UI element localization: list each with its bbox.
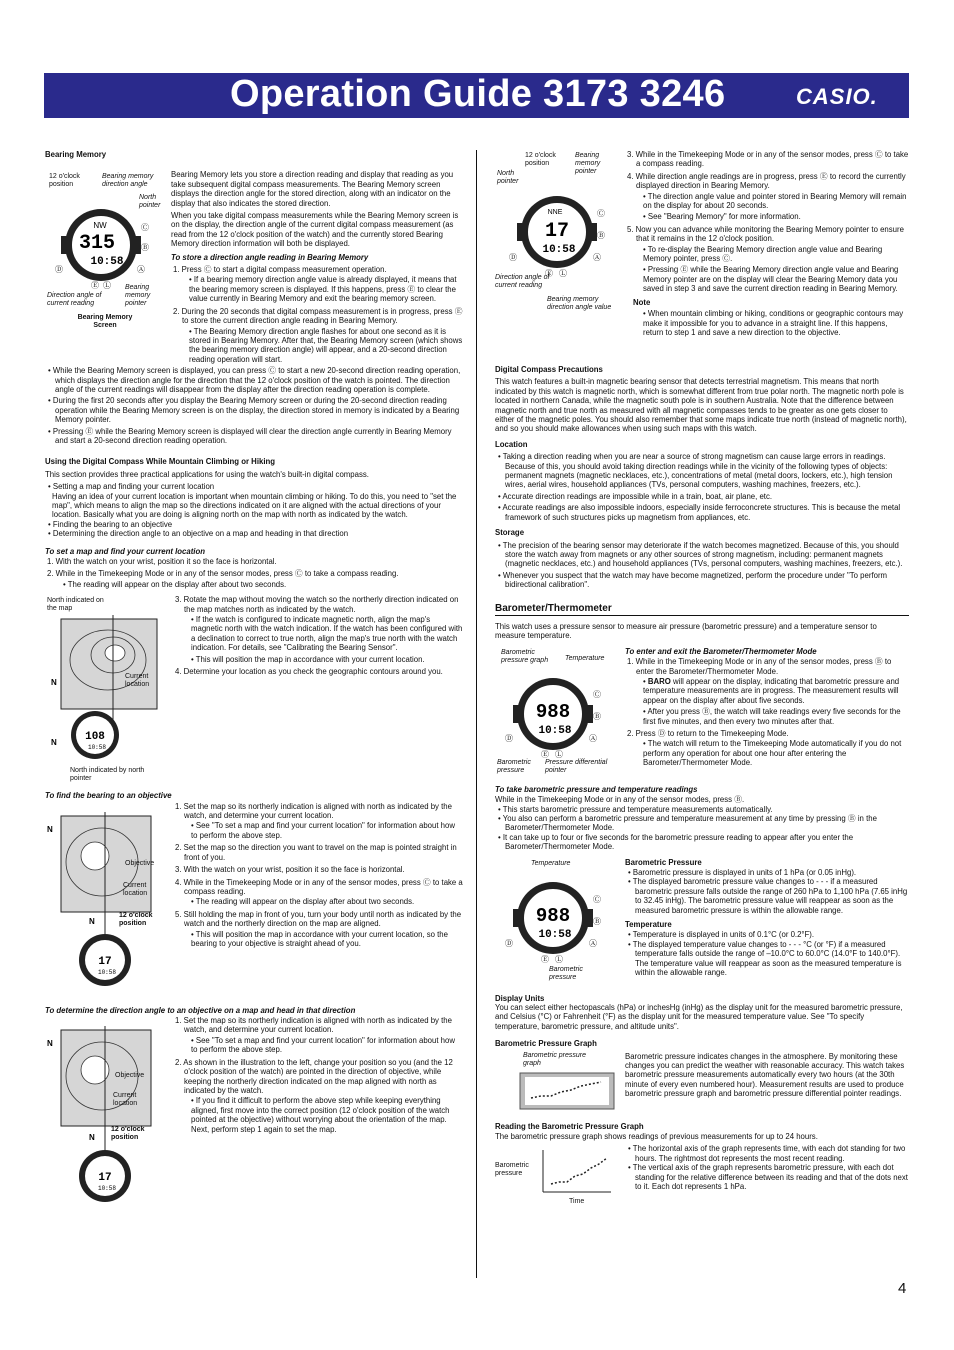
svg-text:17: 17 bbox=[98, 1172, 112, 1185]
svg-text:17: 17 bbox=[544, 220, 570, 243]
map-objective-icon bbox=[47, 812, 157, 1002]
barometer-figure-2: Temperature 988 10:58 Ⓒ Ⓑ Ⓐ Ⓓ Ⓔ Ⓛ Barometric pressure bbox=[495, 858, 619, 992]
svg-text:N: N bbox=[89, 1133, 95, 1143]
svg-text:Ⓒ: Ⓒ bbox=[597, 209, 605, 218]
svg-text:10:58: 10:58 bbox=[90, 256, 124, 269]
svg-text:108: 108 bbox=[85, 731, 105, 744]
svg-text:N: N bbox=[47, 1039, 53, 1049]
pressure-graph-axes-icon bbox=[539, 1148, 615, 1198]
svg-text:Ⓛ: Ⓛ bbox=[103, 281, 111, 291]
svg-text:Ⓔ: Ⓔ bbox=[91, 281, 99, 291]
svg-text:Ⓐ: Ⓐ bbox=[593, 253, 601, 262]
svg-text:N: N bbox=[51, 678, 57, 688]
barometer-figure-1: Barometric pressure graph Temperature 988 10:58 Ⓒ Ⓑ Ⓐ Ⓓ Ⓔ Ⓛ Barometric pressure Pressure differential pointer bbox=[497, 648, 608, 774]
svg-text:10:58: 10:58 bbox=[538, 724, 572, 737]
column-divider bbox=[476, 150, 477, 1278]
svg-text:Ⓓ: Ⓓ bbox=[505, 733, 513, 743]
svg-text:Ⓔ: Ⓔ bbox=[541, 749, 549, 759]
bearing-memory-figure: 12 o'clock position Bearing memory direction angle North pointer NW 315 10:58 Ⓒ Ⓑ Ⓐ Ⓓ Ⓔ Ⓛ Direction angle of current reading Bearing memory pointer Bearing Memory Screen bbox=[47, 173, 161, 330]
bearing-memory-figure-2: 12 o'clock position Bearing memory pointer North pointer NNE 17 10:58 Ⓒ Ⓑ Ⓐ Ⓓ Ⓔ Ⓛ Direction angle of current reading Bearing memory direction angle value bbox=[495, 152, 612, 311]
pressure-graph-figure: Barometric pressure graph bbox=[495, 1052, 619, 1116]
map-direction-icon bbox=[47, 1026, 157, 1216]
svg-text:Ⓐ: Ⓐ bbox=[137, 265, 145, 275]
svg-text:NW: NW bbox=[93, 221, 107, 231]
svg-text:Ⓒ: Ⓒ bbox=[593, 689, 601, 699]
svg-text:17: 17 bbox=[98, 955, 112, 968]
watch-face-icon-2 bbox=[509, 186, 609, 278]
svg-text:Ⓓ: Ⓓ bbox=[55, 265, 63, 275]
mountain-heading: Using the Digital Compass While Mountain Climbing or Hiking bbox=[45, 457, 276, 467]
svg-text:Ⓐ: Ⓐ bbox=[589, 733, 597, 743]
map-figure-b: 17 10:58 N N Objective Current location 12 o'clock position bbox=[45, 802, 167, 1002]
svg-text:10:58: 10:58 bbox=[542, 244, 576, 256]
svg-text:Ⓓ: Ⓓ bbox=[509, 253, 517, 262]
casio-logo: CASIO. bbox=[796, 84, 878, 109]
watch-face-icon-4 bbox=[505, 872, 605, 964]
right-column: 12 o'clock position Bearing memory pointer North pointer NNE 17 10:58 Ⓒ Ⓑ Ⓐ Ⓓ Ⓔ Ⓛ Direction angle of current reading Bearing memory direction angle value 3. While in the Timekeeping Mode or in any of the sensor modes, press Ⓒ to take a compass reading. 4. While direction angle readings are in progress, press Ⓔ to record the currently displayed direction in Bearing Memory. • The direction angle value and pointer stored in Bearing Memory will remain on the display for about 20 seconds. • See "Bearing Memory" for more information. 5. Now you can advance while monitoring the Bearing Memory pointer to ensure that it remains in the 12 o'clock position. • To re-display the Bearing Memory direction angle value and Bearing Memory pointer, press Ⓒ. • Pressing Ⓔ while the Bearing Memory direction angle value and Bearing Memory pointer are on the display will clear the Bearing Memory data you saved in step 3 and save the current direction reading in Bearing Memory. Note • When mountain climbing or hiking, conditions or geographic contours may make it impossible for you to advance in a straight line. If this happens, return to step 1 and save a new direction to the objective. Digital Compass Precautions This watch features a built-in magnetic bearing sensor that detects terrestrial magnetism. This means that north indicated by this watch is magnetic north, which is somewhat different from true polar north. The magnetic north pole is located in northern Canada, while the magnetic south pole is in southern Australia. Note that the difference between magnetic north and true north as measured with all magnetic compasses tends to be greater as one gets closer to either of the magnetic poles. You should also remember that some maps indicate true north (instead of magnetic north), and so you should make allowances when using such maps with this watch. Location • Taking a direction reading when you are near a source of strong magnetism can cause large errors in readings. Because of this, you should avoid taking direction readings while in the vicinity of the following types of objects: permanent magnets (magnetic necklaces, etc.), concentrations of metal (metal doors, lockers, etc.), high tension wires, aerial wires, household appliances (TVs, personal computers, washing machines, freezers, etc.). • Accurate direction readings are impossible while in a train, boat, air plane, etc. • Accurate readings are also impossible indoors, especially inside ferroconcrete structures. This is because the metal framework of such structures picks up magnetism from appliances, etc. Storage • The precision of the bearing sensor may deteriorate if the watch becomes magnetized. Because of this, you should store the watch away from magnets or any other sources of strong magnetism, including: permanent magnets (magnetic necklaces, etc.) and household appliances (TVs, personal computers, washing machines, freezers, etc.). • Whenever you suspect that the watch may have become magnetized, perform the procedure under "To perform bidirectional calibration". Barometer/Thermometer This watch uses a pressure sensor to measure air pressure (barometric pressure) and a temperature sensor to measure temperature. Barometric pressure graph Temperature 988 10:58 Ⓒ Ⓑ Ⓐ Ⓓ Ⓔ Ⓛ Barometric pressure Pressure differential pointer To enter and exit the Barometer/Thermometer Mode 1. While in the Timekeeping Mode or in any of the sensor modes, press Ⓑ to enter the Barometer/Thermometer Mode. • BARO will appear on the display, indicating that barometric pressure and temperature measurements are in progress. The measurement results will appear on the display after about five seconds. • After you press Ⓑ, the watch will take readings every five seconds for the first five minutes, and then every two minutes after that. 2. Press Ⓓ to return to the Timekeeping Mode. • The watch will return to the Timekeeping Mode automatically if you do not perform any operation for about one hour after entering the Barometer/Thermometer Mode. To take barometric pressure and temperature readings While in the Timekeeping Mode or in any of the sensor modes, press Ⓑ. • This starts barometric pressure and temperature measurements automatically. • You also can perform a barometric pressure and temperature measurement at any time by pressing Ⓑ in the Barometer/Thermometer Mode. • It can take up to four or five seconds for the barometric pressure reading to appear after you enter the Barometer/Thermometer Mode. Temperature 988 10:58 Ⓒ Ⓑ Ⓐ Ⓓ Ⓔ Ⓛ Barometric pressure Barometric Pressure • Barometric pressure is displayed in units of 1 hPa (or 0.05 inHg). • The displayed barometric pressure value changes to - - - if a measured barometric pressure falls outside the range of 260 hPa to 1,100 hPa (7.65 inHg to 32.45 inHg). The barometric pressure value will reappear as soon as the measured barometric pressure is within the allowable range. Temperature • Temperature is displayed in units of 0.1°C (or 0.2°F). • The displayed temperature value changes to - - - °C (or °F) if a measured temperature falls outside the range of –10.0°C to 60.0°C (14.0°F to 140.0°F). The temperature value will reappear as soon as the measured temperature is within the allowable range. Display Units You can select either hectopascals (hPa) or inchesHg (inHg) as the display unit for the measured barometric pressure, and Celsius (°C) or Fahrenheit (°F) as the display unit for the measured temperature value. See "To specify temperature, barometric pressure, and altitude units". Barometric Pressure Graph Barometric pressure graph Barometric pressure indicates changes in the atmosphere. By monitoring these changes you can predict the weather with reasonable accuracy. This watch takes barometric pressure measurements automatically every two hours (at the 30th minute of every even numbered hour). Measurement results are used to produce barometric pressure graph and barometric pressure differential pointer readings. Reading the Barometric Pressure Graph The barometric pressure graph shows readings of previous measurements for up to 24 hours. Barometric pressure Time • The horizontal axis of the graph represents time, with each dot standing for two hours. The rightmost dot represents the most recent reading. • The vertical axis of the graph represents barometric pressure, with each dot standing for the relative difference between its reading and that of the dots next to it. Each dot represents 1 hPa. bbox=[495, 150, 909, 1208]
page-number: 4 bbox=[898, 1280, 907, 1297]
svg-text:10:58: 10:58 bbox=[97, 1185, 117, 1193]
left-column: Bearing Memory 12 o'clock position Bearing memory direction angle North pointer NW 315 10:58 Ⓒ Ⓑ Ⓐ Ⓓ Ⓔ Ⓛ Direction angle of current reading Bearing memory pointer Bearing Memory Screen Bearing Memory lets you store a direction reading and display that reading as you take subsequent digital compass measurements. The Bearing Memory screen displays the direction angle for the stored direction, along with an indicator on the display that also indicates the stored direction. When you take digital compass measurements while the Bearing Memory screen is on the display, the direction angle of the current digital compass measurement (as read from the 12 o'clock position of the watch) and the currently stored Bearing Memory direction information will both be displayed. To store a direction angle reading in Bearing Memory 1. Press Ⓒ to start a digital compass measurement operation. • If a bearing memory direction angle value is already displayed, it means that the bearing memory screen is displayed. If this happens, press Ⓔ to clear the value currently in Bearing Memory and exit the bearing memory screen. 2. During the 20 seconds that digital compass measurement is in progress, press Ⓔ to store the current direction angle reading in Bearing Memory. • The Bearing Memory direction angle flashes for about one second as it is stored in Bearing Memory. After that, the Bearing Memory screen (which shows the bearing memory direction angle) will appear, and a 20-second direction reading operation will start. • While the Bearing Memory screen is displayed, you can press Ⓒ to start a new 20-second direction reading operation, which displays the direction angle for the direction that the 12 o'clock position of the watch is pointed. The direction angle of the current readings will disappear from the display after the direction reading operation is complete. • During the first 20 seconds after you display the Bearing Memory screen or during the 20-second direction reading operation while the Bearing Memory screen is on the display, the direction stored in memory is indicated by a Bearing Memory pointer. • Pressing Ⓔ while the Bearing Memory screen is displayed will clear the direction angle currently in Bearing Memory and start a 20-second direction reading operation. Using the Digital Compass While Mountain Climbing or Hiking This section provides three practical applications for using the watch's built-in digital compass. • Setting a map and finding your current location Having an idea of your current location is important when mountain climbing or hiking. To do this, you need to "set the map", which means to align the map so the directions indicated on it are aligned with the actual directions of your location. Basically what you are doing is aligning north on the map with north as indicated by the watch. • Finding the bearing to an objective • Determining the direction angle to an objective on a map and heading in that direction To set a map and find your current location 1. With the watch on your wrist, position it so the face is horizontal. 2. While in the Timekeeping Mode or in any of the sensor modes, press Ⓒ to take a compass reading. • The reading will appear on the display after about two seconds. North indicated on the map 108 10:58 N N Current location North indicated by north pointer 3. Rotate the map without moving the watch so the northerly direction indicated on the map matches north as indicated by the watch. • If the watch is configured to indicate magnetic north, align the map's magnetic north with the watch indication. If the watch has been configured with a declination to correct to true north, align the map's true north with the watch indication. For details, see "Calibrating the Bearing Sensor". • This will position the map in accordance with your current location. 4. Determine your location as you check the geographic contours around you. To find the bearing to an objective 17 10:58 N N Objective Current location 12 o'clock position 1. Set the map so its northerly indication is aligned with north as indicated by the watch, and determine your current location. • See "To set a map and find your current location" for information about how to perform the above step. 2. Set the map so the direction you want to travel on the map is pointed straight in front of you. 3. With the watch on your wrist, position it so the face is horizontal. 4. While in the Timekeeping Mode or in any of the sensor modes, press Ⓒ to take a compass reading. • The reading will appear on the display after about two seconds. 5. Still holding the map in front of you, turn your body until north as indicated by the watch and the northerly direction on the map are aligned. • This will position the map in accordance with your current location, so the bearing to your objective is straight ahead of you. To determine the direction angle to an objective on a map and head in that direction 17 10:58 N N Objective Current location 12 o'clock position 1. Set the map so its northerly indication is aligned with north as indicated by the watch, and determine your current location. • See "To set a map and find your current location" for information about how to perform the above step. 2. As shown in the illustration to the left, change your position so you (and the 12 o'clock position of the watch) are pointed in the direction of objective, while keeping the northerly direction indicated on the map aligned with north as indicated by the watch. • If you find it difficult to perform the above step while keeping everything aligned, first move into the correct position (12 o'clock position of the watch pointed at the objective) without worrying about the orientation of the map. Next, perform step 1 again to set the map. bbox=[45, 150, 463, 1216]
svg-text:988: 988 bbox=[535, 700, 571, 723]
svg-text:988: 988 bbox=[535, 904, 571, 927]
page-title: Operation Guide 3173 3246 bbox=[230, 73, 726, 115]
pressure-graph-icon bbox=[519, 1072, 615, 1112]
svg-text:N: N bbox=[89, 916, 95, 926]
svg-text:Ⓛ: Ⓛ bbox=[555, 954, 563, 964]
svg-text:Ⓛ: Ⓛ bbox=[555, 749, 563, 759]
svg-text:Ⓛ: Ⓛ bbox=[559, 269, 567, 278]
bearing-memory-heading: Bearing Memory bbox=[45, 150, 107, 159]
svg-text:Ⓑ: Ⓑ bbox=[593, 916, 601, 926]
svg-text:315: 315 bbox=[78, 232, 116, 256]
svg-text:Ⓑ: Ⓑ bbox=[593, 711, 601, 721]
svg-text:N: N bbox=[47, 824, 53, 834]
precautions-heading: Digital Compass Precautions bbox=[495, 365, 603, 374]
watch-face-icon bbox=[57, 200, 149, 290]
svg-text:Ⓑ: Ⓑ bbox=[141, 243, 149, 253]
svg-text:Ⓐ: Ⓐ bbox=[589, 938, 597, 948]
svg-text:Ⓔ: Ⓔ bbox=[541, 954, 549, 964]
map-illustration-icon bbox=[53, 615, 161, 775]
svg-text:N: N bbox=[51, 738, 57, 748]
pressure-graph-axes-figure: Barometric pressure Time bbox=[495, 1144, 619, 1208]
svg-text:Ⓔ: Ⓔ bbox=[545, 269, 553, 278]
svg-text:10:58: 10:58 bbox=[538, 928, 572, 941]
barometer-section-title: Barometer/Thermometer bbox=[495, 604, 909, 616]
svg-text:Ⓑ: Ⓑ bbox=[597, 231, 605, 240]
map-figure-c: 17 10:58 N N Objective Current location 12 o'clock position bbox=[45, 1016, 167, 1216]
watch-face-icon-3 bbox=[505, 669, 605, 759]
svg-text:Ⓒ: Ⓒ bbox=[593, 894, 601, 904]
svg-text:10:58: 10:58 bbox=[87, 744, 107, 752]
svg-text:Ⓒ: Ⓒ bbox=[141, 223, 149, 233]
svg-text:NNE: NNE bbox=[547, 209, 563, 216]
map-figure-a: North indicated on the map 108 10:58 N N Current location North indicated by north pointer bbox=[45, 595, 167, 785]
svg-text:10:58: 10:58 bbox=[97, 968, 117, 976]
svg-text:Ⓓ: Ⓓ bbox=[505, 938, 513, 948]
title-banner bbox=[44, 73, 909, 118]
